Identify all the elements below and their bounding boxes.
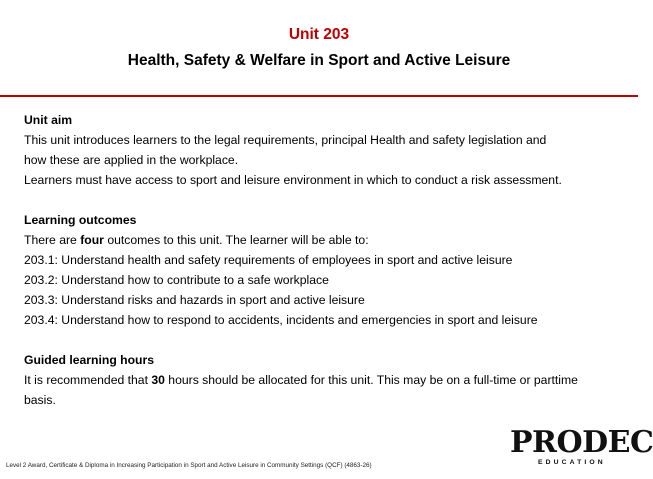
logo-wordmark: PRODEC xyxy=(510,425,653,460)
unit-aim-heading: Unit aim xyxy=(24,113,73,127)
outcome-item: 203.3: Understand risks and hazards in sport and active leisure xyxy=(24,293,365,307)
learning-outcomes-heading: Learning outcomes xyxy=(24,213,137,227)
learning-outcomes-intro xyxy=(24,230,629,250)
unit-aim-line: Learners must have access to sport and leisure environment in which to conduct a risk assessment. xyxy=(24,173,562,187)
intro-count: four xyxy=(80,233,104,247)
guided-hours-heading: Guided learning hours xyxy=(24,353,155,367)
title-divider xyxy=(0,95,638,97)
outcome-item: 203.1: Understand health and safety requirements of employees in sport and active leisure xyxy=(24,253,513,267)
guided-hours-value: 30 xyxy=(151,373,165,387)
spacer xyxy=(24,190,629,210)
unit-title: Health, Safety & Welfare in Sport and Active Leisure xyxy=(127,52,511,69)
guided-hours-text-part: It is recommended that xyxy=(24,373,152,387)
guided-hours-text-part: hours should be allocated for this unit. This may be on a full-time or parttime xyxy=(164,373,578,387)
intro-text: outcomes to this unit. The learner will be able to: xyxy=(103,233,369,247)
guided-hours-text xyxy=(24,370,629,390)
outcome-item: 203.4: Understand how to respond to accidents, incidents and emergencies in sport and leisure xyxy=(24,313,538,327)
unit-number: Unit 203 xyxy=(288,26,350,43)
intro-text: There are xyxy=(24,233,81,247)
spacer xyxy=(24,330,629,350)
outcome-item: 203.2: Understand how to contribute to a safe workplace xyxy=(24,273,329,287)
logo-subtitle: EDUCATION xyxy=(538,459,606,466)
unit-aim-line: how these are applied in the workplace. xyxy=(24,153,239,167)
unit-aim-line: This unit introduces learners to the legal requirements, principal Health and safety legislation and xyxy=(24,133,547,147)
title-block xyxy=(0,24,638,72)
prodec-logo xyxy=(510,425,653,472)
guided-hours-text-line2: basis. xyxy=(24,393,56,407)
footer-text: Level 2 Award, Certificate & Diploma in Increasing Participation in Sport and Active Leisure in Community Settings (QCF) (4863-26) xyxy=(6,462,372,469)
slide-content xyxy=(24,110,629,410)
